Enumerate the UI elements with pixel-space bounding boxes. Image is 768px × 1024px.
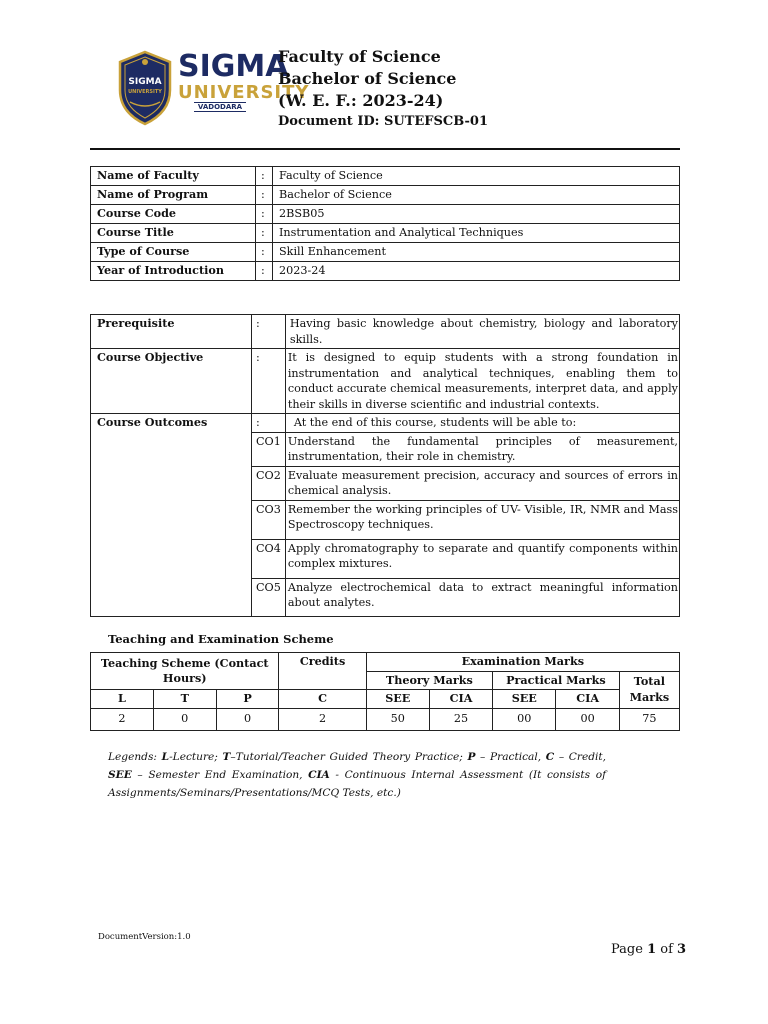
outcome-code: CO2 [252,466,286,500]
document-version: DocumentVersion:1.0 [98,932,191,942]
legend-c-text: – Credit, [554,751,607,763]
table-row [91,414,680,433]
outcome-text: Understand the fundamental principles of measurement, instrumentation, their role in chemistry. [285,432,679,466]
shield-text-2: UNIVERSITY [128,89,162,95]
logo-vadodara-text: VADODARA [194,102,246,112]
teaching-scheme-header: Teaching Scheme (Contact Hours) [91,653,279,690]
l-header: L [91,690,154,709]
c-header: C [279,690,366,709]
outcome-code: CO5 [252,578,286,616]
table-row [91,349,680,414]
info-sep: : [256,205,273,224]
objective-label: Course Objective [91,349,252,414]
table-row [91,224,680,243]
objective-value: It is designed to equip students with a strong foundation in instrumentation and analytical techniques, enabling them to conduct accurate chemical measurements, interpret data, and apply their skills in diverse scientific and industrial contexts. [285,349,679,414]
theory-see-header: SEE [366,690,429,709]
outcome-code: CO3 [252,500,286,539]
table-row [91,205,680,224]
t-header: T [153,690,216,709]
course-info-table [90,166,680,281]
shield-text-1: SIGMA [128,77,162,87]
table-row [91,186,680,205]
logo-university-text: UNIVERSITY [178,82,310,103]
page-of: of [656,942,678,957]
theory-see-value: 50 [366,708,429,730]
legend-p-text: – Practical, [475,751,546,763]
legend-l-text: -Lecture; [169,751,223,763]
theory-cia-value: 25 [429,708,492,730]
credits-header: Credits [279,653,366,690]
info-key: Course Title [91,224,256,243]
legend-see-text: – Semester End Examination, [131,769,309,781]
info-key: Course Code [91,205,256,224]
info-value: 2023-24 [273,262,680,281]
logo-sigma-text: SIGMA [178,49,289,84]
outcome-text: Remember the working principles of UV- Visible, IR, NMR and Mass Spectroscopy techniques. [285,500,679,539]
practical-cia-value: 00 [556,708,619,730]
scheme-title: Teaching and Examination Scheme [108,632,334,646]
t-value: 0 [153,708,216,730]
prerequisite-label: Prerequisite [91,315,252,349]
info-key: Name of Faculty [91,167,256,186]
outcomes-sep: : [252,414,286,433]
legend-p-key: P [467,751,476,763]
outcomes-label: Course Outcomes [91,414,252,617]
info-value: Instrumentation and Analytical Techniques [273,224,680,243]
total-marks-header: Total Marks [619,671,679,708]
legend-see-key: SEE [108,769,132,781]
practical-cia-header: CIA [556,690,619,709]
info-value: Skill Enhancement [273,243,680,262]
outcome-code: CO4 [252,539,286,578]
practical-see-header: SEE [493,690,556,709]
prerequisite-value: Having basic knowledge about chemistry, biology and laboratory skills. [285,315,679,349]
outcome-text: Analyze electrochemical data to extract meaningful information about analytes. [285,578,679,616]
legend-cia-key: CIA [308,769,330,781]
info-key: Name of Program [91,186,256,205]
header-faculty: Faculty of Science [278,47,441,66]
practical-see-value: 00 [493,708,556,730]
header-program: Bachelor of Science [278,69,457,88]
info-sep: : [256,262,273,281]
shield-icon [116,50,174,126]
course-details-table [90,314,680,617]
info-sep: : [256,167,273,186]
table-row [91,315,680,349]
table-row [91,167,680,186]
info-value: Faculty of Science [273,167,680,186]
page-number: 1 [647,942,657,957]
scheme-table [90,652,680,731]
legend-l-key: L [161,751,170,763]
legend-c-key: C [545,751,555,763]
prerequisite-sep: : [252,315,286,349]
legend-prefix: Legends: [108,751,162,763]
p-header: P [216,690,279,709]
outcome-code: CO1 [252,432,286,466]
table-row [91,653,680,672]
exam-marks-header: Examination Marks [366,653,679,672]
info-value: 2BSB05 [273,205,680,224]
university-logo [116,49,310,126]
total-value: 75 [619,708,679,730]
legend [108,748,606,802]
page-word: Page [611,942,648,957]
p-value: 0 [216,708,279,730]
info-sep: : [256,186,273,205]
objective-sep: : [252,349,286,414]
header-doc-id: Document ID: SUTEFSCB-01 [278,114,488,129]
table-row [91,708,680,730]
info-value: Bachelor of Science [273,186,680,205]
page-total: 3 [677,942,687,957]
legend-cia-text: - Continuous Internal Assessment (It consists of Assignments/Seminars/Presentations/MCQ Tests, etc.) [108,769,606,799]
table-row [91,690,680,709]
legend-t-key: T [222,751,231,763]
table-row [91,243,680,262]
info-sep: : [256,243,273,262]
theory-cia-header: CIA [429,690,492,709]
table-row [91,262,680,281]
info-sep: : [256,224,273,243]
l-value: 2 [91,708,154,730]
document-header [278,46,488,132]
outcome-text: Apply chromatography to separate and quantify components within complex mixtures. [285,539,679,578]
header-wef: (W. E. F.: 2023-24) [278,91,444,110]
header-divider [90,148,680,150]
info-key: Year of Introduction [91,262,256,281]
outcomes-intro: At the end of this course, students will be able to: [285,414,679,433]
practical-marks-header: Practical Marks [493,671,620,690]
info-key: Type of Course [91,243,256,262]
outcome-text: Evaluate measurement precision, accuracy and sources of errors in chemical analysis. [285,466,679,500]
page-indicator [611,942,686,957]
theory-marks-header: Theory Marks [366,671,492,690]
legend-t-text: –Tutorial/Teacher Guided Theory Practice; [230,751,468,763]
c-value: 2 [279,708,366,730]
